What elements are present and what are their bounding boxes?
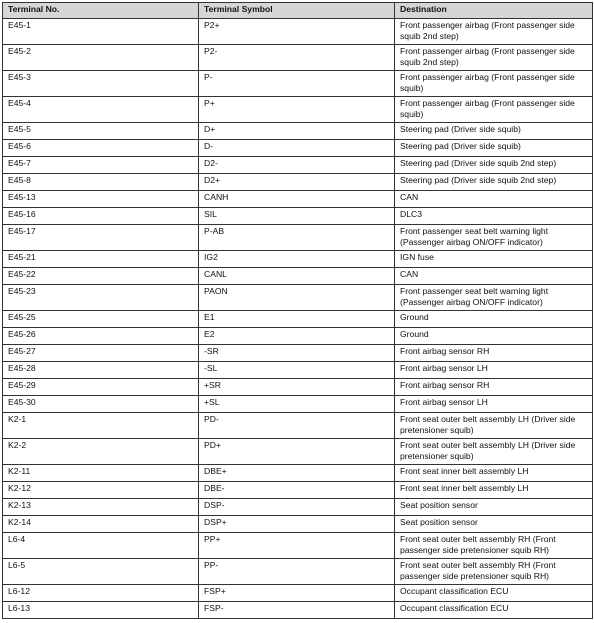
terminal-symbol-cell: -SL bbox=[199, 362, 395, 379]
terminal-no-cell: E45-5 bbox=[3, 123, 199, 140]
terminal-symbol-cell: PP+ bbox=[199, 533, 395, 559]
terminal-no-cell: K2-11 bbox=[3, 465, 199, 482]
table-row bbox=[3, 97, 593, 123]
destination-cell: Seat position sensor bbox=[395, 516, 593, 533]
terminal-symbol-cell: DBE- bbox=[199, 482, 395, 499]
terminal-no-cell: E45-16 bbox=[3, 208, 199, 225]
table-row bbox=[3, 71, 593, 97]
table-row bbox=[3, 140, 593, 157]
terminal-no-cell: E45-29 bbox=[3, 379, 199, 396]
terminal-symbol-cell: FSP+ bbox=[199, 585, 395, 602]
terminal-symbol-cell: FSP- bbox=[199, 602, 395, 619]
terminal-no-cell: L6-12 bbox=[3, 585, 199, 602]
destination-cell: CAN bbox=[395, 268, 593, 285]
terminal-symbol-cell: DBE+ bbox=[199, 465, 395, 482]
destination-cell: Seat position sensor bbox=[395, 499, 593, 516]
table-row bbox=[3, 225, 593, 251]
terminal-symbol-cell: P- bbox=[199, 71, 395, 97]
destination-cell: Front passenger seat belt warning light (Passenger airbag ON/OFF indicator) bbox=[395, 285, 593, 311]
table-header-row bbox=[3, 3, 593, 19]
terminal-no-cell: E45-30 bbox=[3, 396, 199, 413]
terminal-symbol-cell: P2- bbox=[199, 45, 395, 71]
table-row bbox=[3, 328, 593, 345]
destination-cell: Steering pad (Driver side squib) bbox=[395, 140, 593, 157]
table-row bbox=[3, 559, 593, 585]
terminal-no-cell: E45-7 bbox=[3, 157, 199, 174]
destination-cell: Ground bbox=[395, 328, 593, 345]
table-row bbox=[3, 345, 593, 362]
table-row bbox=[3, 123, 593, 140]
destination-cell: Occupant classification ECU bbox=[395, 585, 593, 602]
destination-cell: Front airbag sensor LH bbox=[395, 396, 593, 413]
terminal-no-cell: E45-21 bbox=[3, 251, 199, 268]
terminal-symbol-cell: CANL bbox=[199, 268, 395, 285]
table-row bbox=[3, 516, 593, 533]
destination-cell: Front airbag sensor RH bbox=[395, 379, 593, 396]
destination-cell: Front seat outer belt assembly RH (Front passenger side pretensioner squib RH) bbox=[395, 559, 593, 585]
table-row bbox=[3, 533, 593, 559]
table-row bbox=[3, 19, 593, 45]
terminal-no-cell: L6-5 bbox=[3, 559, 199, 585]
destination-cell: IGN fuse bbox=[395, 251, 593, 268]
destination-cell: Front passenger seat belt warning light (Passenger airbag ON/OFF indicator) bbox=[395, 225, 593, 251]
table-row bbox=[3, 439, 593, 465]
terminal-no-cell: K2-2 bbox=[3, 439, 199, 465]
table-row bbox=[3, 45, 593, 71]
table-row bbox=[3, 174, 593, 191]
terminal-symbol-cell: E1 bbox=[199, 311, 395, 328]
header-terminal-symbol: Terminal Symbol bbox=[199, 3, 395, 19]
terminal-symbol-cell: PP- bbox=[199, 559, 395, 585]
terminal-symbol-cell: D2+ bbox=[199, 174, 395, 191]
table-row bbox=[3, 585, 593, 602]
destination-cell: Steering pad (Driver side squib 2nd step) bbox=[395, 157, 593, 174]
destination-cell: Occupant classification ECU bbox=[395, 602, 593, 619]
terminal-no-cell: K2-12 bbox=[3, 482, 199, 499]
destination-cell: Front passenger airbag (Front passenger side squib) bbox=[395, 97, 593, 123]
header-terminal-no: Terminal No. bbox=[3, 3, 199, 19]
terminal-no-cell: L6-13 bbox=[3, 602, 199, 619]
terminal-symbol-cell: +SR bbox=[199, 379, 395, 396]
table-row bbox=[3, 602, 593, 619]
destination-cell: Front seat outer belt assembly LH (Driver side pretensioner squib) bbox=[395, 413, 593, 439]
destination-cell: DLC3 bbox=[395, 208, 593, 225]
terminal-no-cell: E45-13 bbox=[3, 191, 199, 208]
terminal-symbol-cell: D- bbox=[199, 140, 395, 157]
terminal-symbol-cell: PAON bbox=[199, 285, 395, 311]
destination-cell: Front airbag sensor LH bbox=[395, 362, 593, 379]
terminal-symbol-cell: IG2 bbox=[199, 251, 395, 268]
terminal-no-cell: E45-23 bbox=[3, 285, 199, 311]
destination-cell: Steering pad (Driver side squib) bbox=[395, 123, 593, 140]
terminal-no-cell: E45-28 bbox=[3, 362, 199, 379]
terminal-symbol-cell: P2+ bbox=[199, 19, 395, 45]
destination-cell: Front airbag sensor RH bbox=[395, 345, 593, 362]
table-row bbox=[3, 482, 593, 499]
table-row bbox=[3, 362, 593, 379]
terminal-no-cell: L6-4 bbox=[3, 533, 199, 559]
destination-cell: Front passenger airbag (Front passenger side squib) bbox=[395, 71, 593, 97]
destination-cell: Ground bbox=[395, 311, 593, 328]
terminal-no-cell: E45-2 bbox=[3, 45, 199, 71]
table-row bbox=[3, 251, 593, 268]
destination-cell: Front seat outer belt assembly RH (Front passenger side pretensioner squib RH) bbox=[395, 533, 593, 559]
table-row bbox=[3, 396, 593, 413]
terminal-no-cell: E45-27 bbox=[3, 345, 199, 362]
terminal-no-cell: K2-1 bbox=[3, 413, 199, 439]
table-row bbox=[3, 413, 593, 439]
table-row bbox=[3, 311, 593, 328]
destination-cell: Front seat inner belt assembly LH bbox=[395, 482, 593, 499]
terminal-no-cell: E45-4 bbox=[3, 97, 199, 123]
terminal-symbol-cell: D+ bbox=[199, 123, 395, 140]
terminal-symbol-cell: DSP+ bbox=[199, 516, 395, 533]
destination-cell: Steering pad (Driver side squib 2nd step) bbox=[395, 174, 593, 191]
destination-cell: CAN bbox=[395, 191, 593, 208]
terminal-no-cell: E45-6 bbox=[3, 140, 199, 157]
terminal-no-cell: E45-26 bbox=[3, 328, 199, 345]
terminal-no-cell: K2-14 bbox=[3, 516, 199, 533]
destination-cell: Front passenger airbag (Front passenger side squib 2nd step) bbox=[395, 19, 593, 45]
terminal-no-cell: E45-25 bbox=[3, 311, 199, 328]
terminal-symbol-cell: +SL bbox=[199, 396, 395, 413]
table-row bbox=[3, 379, 593, 396]
header-destination: Destination bbox=[395, 3, 593, 19]
terminal-symbol-cell: PD- bbox=[199, 413, 395, 439]
terminal-symbol-cell: DSP- bbox=[199, 499, 395, 516]
terminal-no-cell: K2-13 bbox=[3, 499, 199, 516]
terminal-no-cell: E45-22 bbox=[3, 268, 199, 285]
table-row bbox=[3, 268, 593, 285]
terminal-symbol-cell: P+ bbox=[199, 97, 395, 123]
terminal-symbol-cell: -SR bbox=[199, 345, 395, 362]
terminal-table bbox=[2, 2, 593, 619]
destination-cell: Front seat outer belt assembly LH (Driver side pretensioner squib) bbox=[395, 439, 593, 465]
destination-cell: Front passenger airbag (Front passenger side squib 2nd step) bbox=[395, 45, 593, 71]
table-row bbox=[3, 208, 593, 225]
terminal-symbol-cell: P-AB bbox=[199, 225, 395, 251]
terminal-symbol-cell: CANH bbox=[199, 191, 395, 208]
table-row bbox=[3, 285, 593, 311]
terminal-symbol-cell: D2- bbox=[199, 157, 395, 174]
terminal-no-cell: E45-8 bbox=[3, 174, 199, 191]
terminal-symbol-cell: E2 bbox=[199, 328, 395, 345]
table-row bbox=[3, 157, 593, 174]
terminal-symbol-cell: SIL bbox=[199, 208, 395, 225]
table-row bbox=[3, 465, 593, 482]
table-row bbox=[3, 499, 593, 516]
destination-cell: Front seat inner belt assembly LH bbox=[395, 465, 593, 482]
table-row bbox=[3, 191, 593, 208]
terminal-no-cell: E45-3 bbox=[3, 71, 199, 97]
terminal-no-cell: E45-17 bbox=[3, 225, 199, 251]
terminal-no-cell: E45-1 bbox=[3, 19, 199, 45]
terminal-symbol-cell: PD+ bbox=[199, 439, 395, 465]
